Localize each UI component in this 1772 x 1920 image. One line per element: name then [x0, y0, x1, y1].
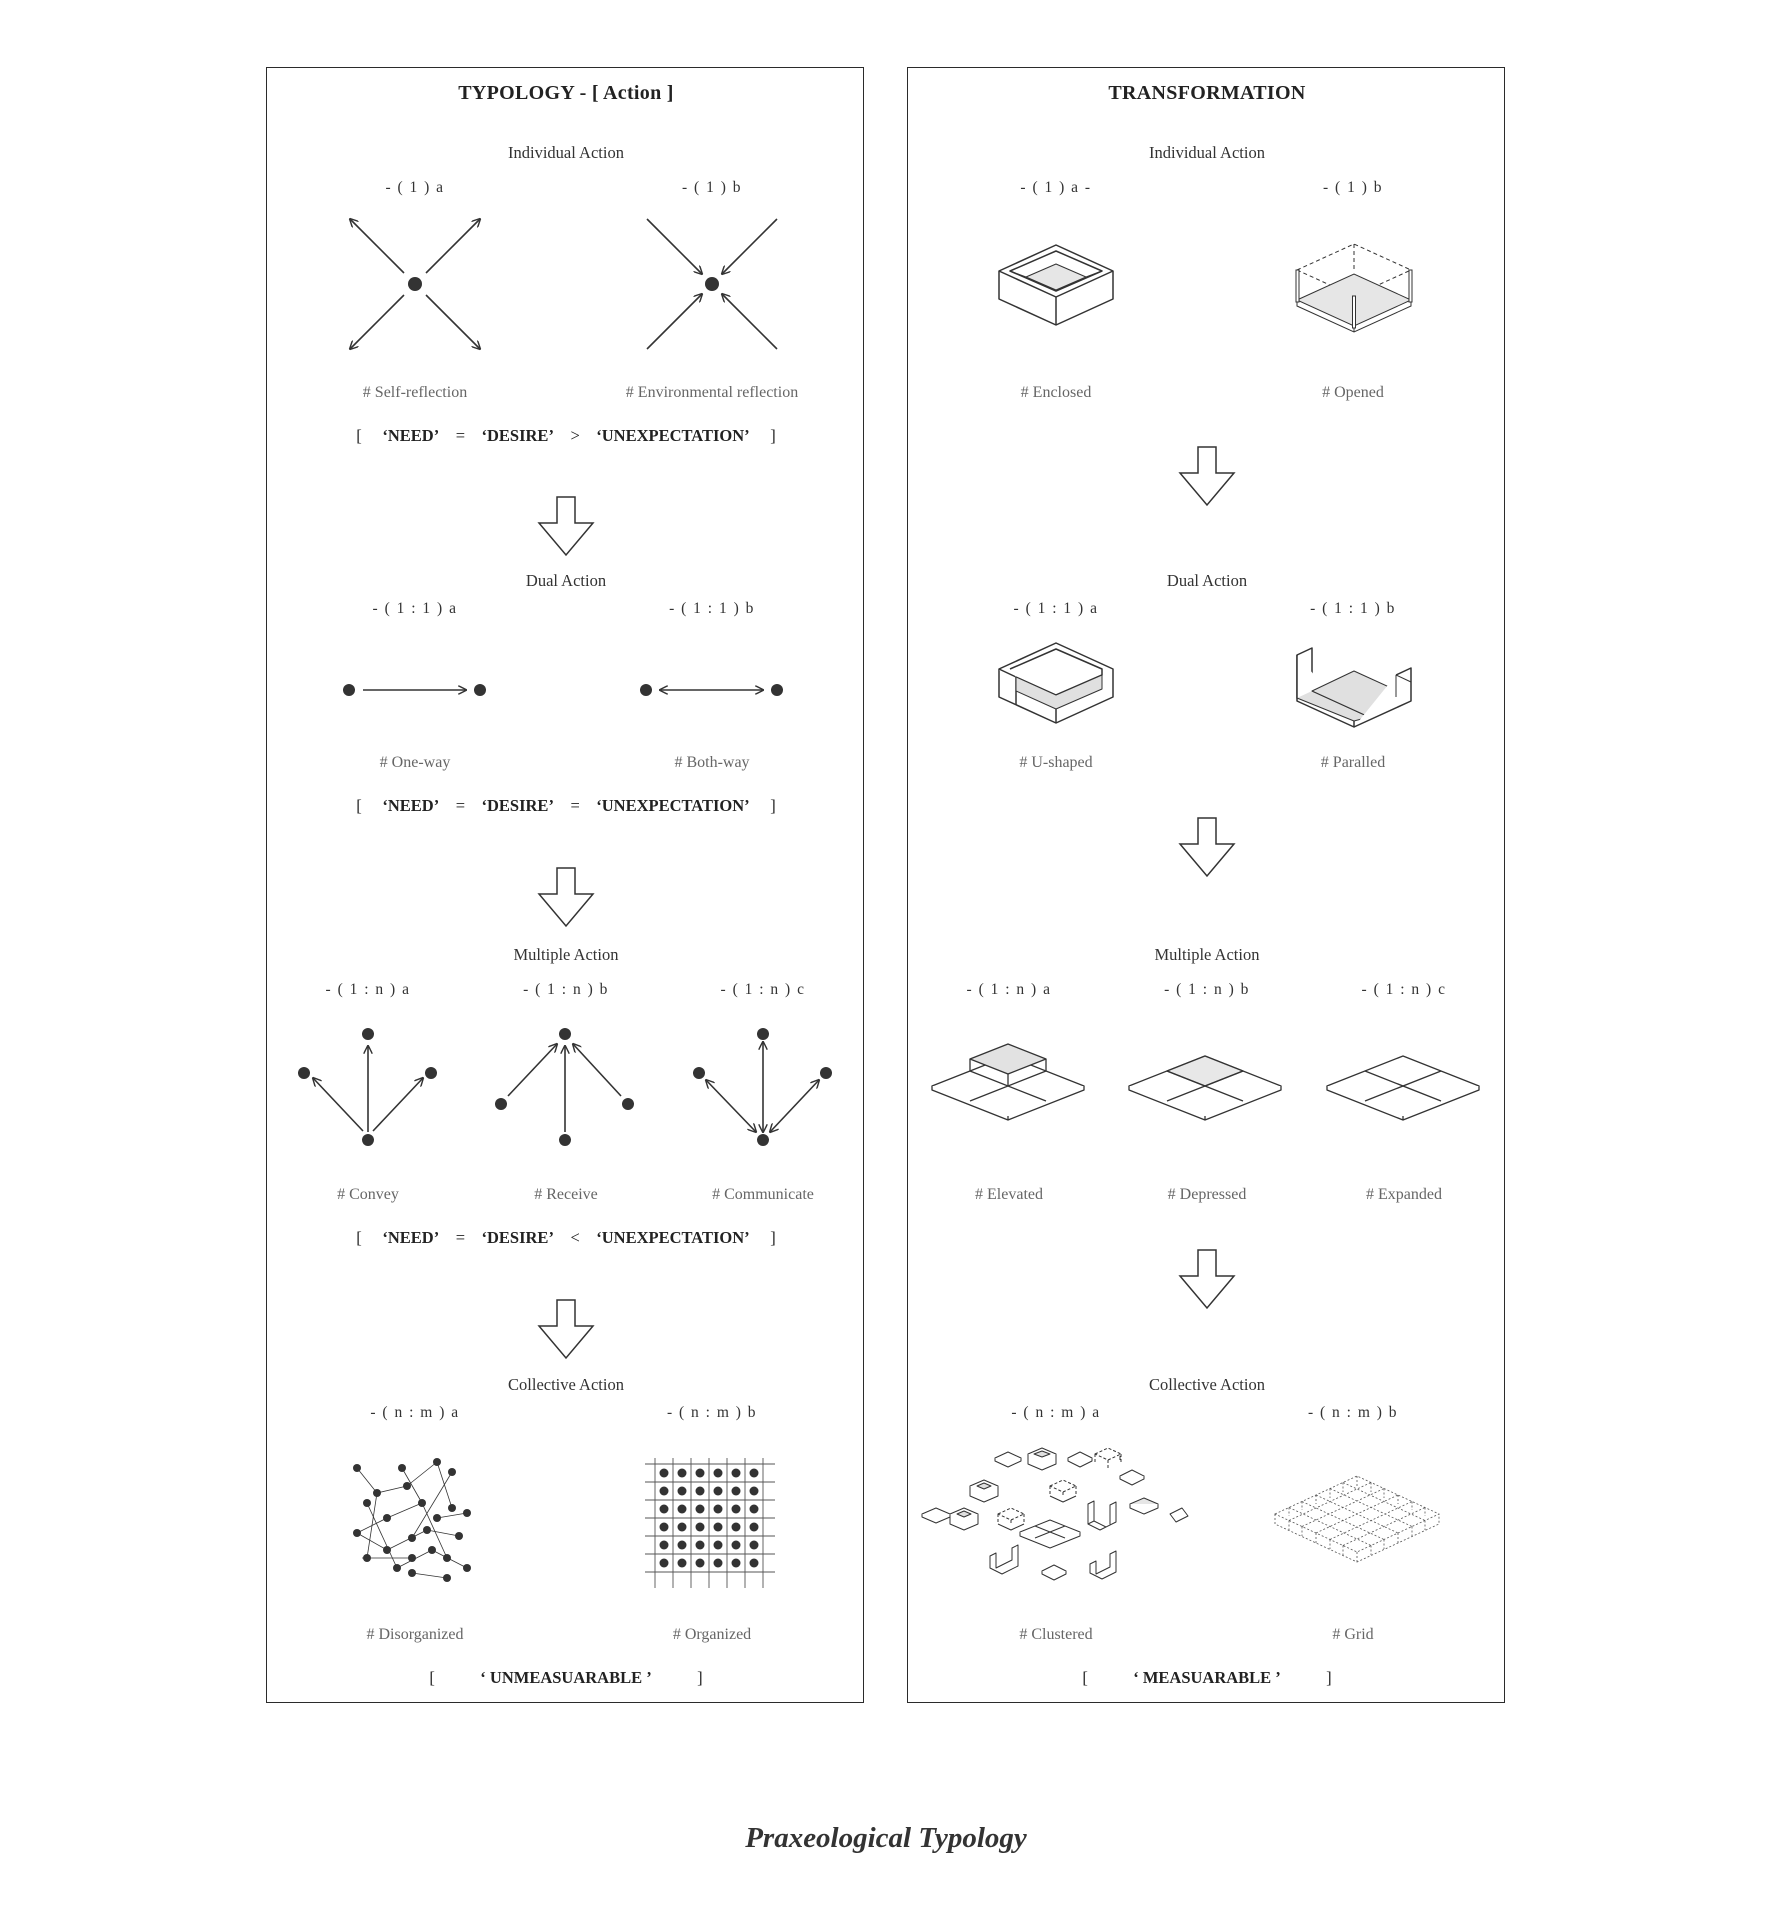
typology-panel	[266, 67, 864, 1703]
opened-box-icon	[1294, 236, 1414, 346]
code-1b: - ( 1 ) b	[1323, 179, 1383, 196]
code-1nb: - ( 1 : n ) b	[523, 981, 609, 998]
disorganized-network-icon	[347, 1458, 477, 1588]
arrow-down-icon	[1177, 814, 1237, 884]
grid-frame-icon	[1273, 1458, 1443, 1578]
code-1b: - ( 1 ) b	[682, 179, 742, 196]
caption-paralled: # Paralled	[1320, 754, 1386, 771]
caption-grid: # Grid	[1332, 1626, 1374, 1643]
section-title-individual: Individual Action	[1149, 143, 1265, 162]
code-1a: - ( 1 ) a -	[1020, 179, 1092, 196]
code-11b: - ( 1 : 1 ) b	[669, 600, 755, 617]
code-nmb: - ( n : m ) b	[666, 1404, 758, 1421]
depressed-tiles-icon	[1127, 1042, 1287, 1142]
code-1nc: - ( 1 : n ) c	[1361, 981, 1447, 998]
caption-self-reflection: # Self-reflection	[362, 384, 468, 401]
caption-disorganized: # Disorganized	[366, 1626, 464, 1643]
section-title-dual: Dual Action	[1166, 571, 1248, 590]
transformation-panel	[907, 67, 1505, 1703]
result-unmeasurable: [ ‘ UNMEASUARABLE ’ ]	[429, 1668, 703, 1687]
caption-both-way: # Both-way	[674, 754, 750, 771]
code-11a: - ( 1 : 1 ) a	[1013, 600, 1099, 617]
caption-organized: # Organized	[672, 1626, 752, 1643]
caption-clustered: # Clustered	[1019, 1626, 1093, 1643]
code-11a: - ( 1 : 1 ) a	[372, 600, 458, 617]
self-reflection-icon	[345, 218, 485, 358]
one-way-icon	[337, 678, 497, 702]
u-shaped-box-icon	[996, 641, 1116, 751]
expanded-tiles-icon	[1325, 1042, 1485, 1142]
section-title-collective: Collective Action	[508, 1375, 624, 1394]
section-title-dual: Dual Action	[525, 571, 607, 590]
panel-title: TYPOLOGY - [ Action ]	[458, 82, 674, 104]
code-1na: - ( 1 : n ) a	[325, 981, 411, 998]
caption-opened: # Opened	[1322, 384, 1384, 401]
caption-elevated: # Elevated	[975, 1186, 1043, 1203]
arrow-down-icon	[1177, 443, 1237, 513]
code-1nb: - ( 1 : n ) b	[1164, 981, 1250, 998]
equation-individual: [ ‘NEED’ = ‘DESIRE’ > ‘UNEXPECTATION’ ]	[356, 426, 776, 445]
caption-communicate: # Communicate	[712, 1186, 814, 1203]
result-measurable: [ ‘ MEASUARABLE ’ ]	[1082, 1668, 1332, 1687]
caption-enclosed: # Enclosed	[1020, 384, 1092, 401]
caption-depressed: # Depressed	[1167, 1186, 1247, 1203]
caption-one-way: # One-way	[379, 754, 451, 771]
code-nmb: - ( n : m ) b	[1307, 1404, 1399, 1421]
paralleled-box-icon	[1294, 641, 1414, 751]
environmental-reflection-icon	[642, 218, 782, 358]
elevated-tiles-icon	[930, 1042, 1090, 1142]
both-way-icon	[634, 678, 794, 702]
equation-dual: [ ‘NEED’ = ‘DESIRE’ = ‘UNEXPECTATION’ ]	[356, 796, 776, 815]
code-11b: - ( 1 : 1 ) b	[1310, 600, 1396, 617]
caption-convey: # Convey	[337, 1186, 399, 1203]
receive-icon	[495, 1028, 635, 1148]
caption-environmental-reflection: # Environmental reflection	[625, 384, 799, 401]
code-1na: - ( 1 : n ) a	[966, 981, 1052, 998]
arrow-down-icon	[536, 1296, 596, 1366]
section-title-multiple: Multiple Action	[1154, 945, 1260, 964]
code-1nc: - ( 1 : n ) c	[720, 981, 806, 998]
panel-title: TRANSFORMATION	[1108, 82, 1306, 104]
caption-expanded: # Expanded	[1366, 1186, 1442, 1203]
section-title-collective: Collective Action	[1149, 1375, 1265, 1394]
code-1a: - ( 1 ) a	[385, 179, 445, 196]
section-title-individual: Individual Action	[508, 143, 624, 162]
communicate-icon	[693, 1028, 833, 1148]
caption-u-shaped: # U-shaped	[1019, 754, 1093, 771]
convey-icon	[298, 1028, 438, 1148]
figure-caption: Praxeological Typology	[745, 1822, 1027, 1854]
equation-multiple: [ ‘NEED’ = ‘DESIRE’ < ‘UNEXPECTATION’ ]	[356, 1228, 776, 1247]
arrow-down-icon	[536, 493, 596, 563]
clustered-modules-icon	[920, 1446, 1190, 1606]
code-nma: - ( n : m ) a	[1011, 1404, 1101, 1421]
code-nma: - ( n : m ) a	[370, 1404, 460, 1421]
organized-grid-icon	[645, 1458, 775, 1588]
section-title-multiple: Multiple Action	[513, 945, 619, 964]
enclosed-box-icon	[996, 243, 1116, 353]
arrow-down-icon	[536, 864, 596, 934]
caption-receive: # Receive	[534, 1186, 598, 1203]
arrow-down-icon	[1177, 1246, 1237, 1316]
